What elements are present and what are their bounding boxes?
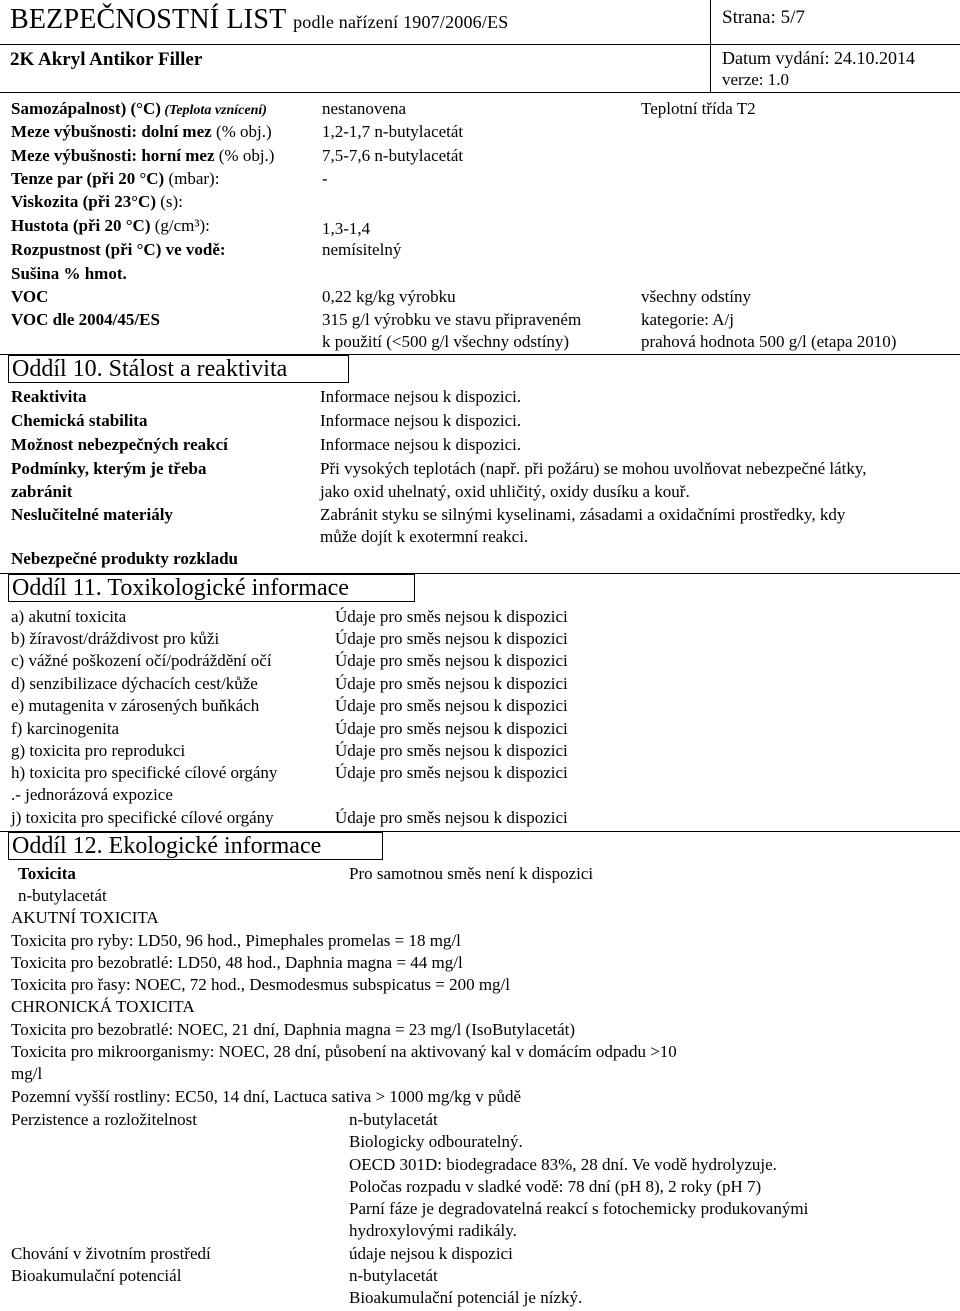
version: verze: 1.0	[722, 70, 790, 89]
eco-line: Toxicita pro ryby: LD50, 96 hod., Pimephales promelas = 18 mg/l	[11, 931, 461, 950]
s11-value: Údaje pro směs nejsou k dispozici	[335, 808, 568, 827]
product-name: 2K Akryl Antikor Filler	[10, 49, 203, 70]
prop-label: Sušina % hmot.	[11, 264, 127, 283]
eco-line: Toxicita pro řasy: NOEC, 72 hod., Desmodesmus subspicatus = 200 mg/l	[11, 975, 510, 994]
toxicity-label: Toxicita	[18, 864, 76, 883]
persistence-label: Perzistence a rozložitelnost	[11, 1110, 197, 1129]
document-title: BEZPEČNOSTNÍ LIST podle nařízení 1907/2006/ES	[10, 4, 509, 35]
s11-value: Údaje pro směs nejsou k dispozici	[335, 629, 568, 648]
s10-value: Informace nejsou k dispozici.	[320, 411, 522, 430]
s11-label: b) žíravost/dráždivost pro kůži	[11, 629, 220, 648]
prop-value: 7,5-7,6 n-butylacetát	[322, 146, 464, 165]
prop-value: 0,22 kg/kg výrobku	[322, 287, 456, 306]
s11-label: e) mutagenita v zárosených buňkách	[11, 696, 260, 715]
prop-label: Rozpustnost (při °C) ve vodě:	[11, 240, 226, 259]
prop-extra: všechny odstíny	[641, 287, 752, 306]
eco-line: Toxicita pro bezobratlé: NOEC, 21 dní, Daphnia magna = 23 mg/l (IsoButylacetát)	[11, 1020, 576, 1039]
s11-value: Údaje pro směs nejsou k dispozici	[335, 763, 568, 782]
prop-value: 1,2-1,7 n-butylacetát	[322, 122, 464, 141]
s10-value: jako oxid uhelnatý, oxid uhličitý, oxidy dusíku a kouř.	[320, 482, 690, 501]
prop-label: Meze výbušnosti: horní mez (% obj.)	[11, 146, 275, 165]
prop-extra: kategorie: A/j	[641, 310, 735, 329]
persistence-line: n-butylacetát	[349, 1110, 438, 1129]
s10-label: Podmínky, kterým je třeba	[11, 459, 207, 478]
prop-label: Tenze par (při 20 °C) (mbar):	[11, 169, 220, 188]
persistence-line: Biologicky odbouratelný.	[349, 1132, 523, 1151]
s11-value: Údaje pro směs nejsou k dispozici	[335, 696, 568, 715]
section-12-title: Oddíl 12. Ekologické informace	[8, 832, 383, 860]
s11-value: Údaje pro směs nejsou k dispozici	[335, 651, 568, 670]
eco-line: Toxicita pro mikroorganismy: NOEC, 28 dní, působení na aktivovaný kal v domácím odpadu >10	[11, 1042, 677, 1061]
s11-label: j) toxicita pro specifické cílové orgány	[11, 808, 274, 827]
prop-label: Viskozita (při 23°C) (s):	[11, 192, 183, 211]
prop-value: 1,3-1,4	[322, 219, 371, 238]
header-bottom-divider	[0, 92, 960, 93]
eco-line: CHRONICKÁ TOXICITA	[11, 997, 195, 1016]
header-vertical-divider	[710, 0, 711, 92]
bioaccumulation-line: Bioakumulační potenciál je nízký.	[349, 1288, 583, 1307]
bioaccumulation-line: n-butylacetát	[349, 1266, 438, 1285]
prop-label: Samozápalnost) (°C) (Teplota vznícení)	[11, 99, 267, 118]
prop-extra: prahová hodnota 500 g/l (etapa 2010)	[641, 332, 897, 351]
s11-label: .- jednorázová expozice	[11, 785, 173, 804]
regulation: podle nařízení 1907/2006/ES	[293, 12, 509, 32]
eco-line: Pozemní vyšší rostliny: EC50, 14 dní, Lactuca sativa > 1000 mg/kg v půdě	[11, 1087, 522, 1106]
issue-date: Datum vydání: 24.10.2014	[722, 48, 915, 68]
s11-value: Údaje pro směs nejsou k dispozici	[335, 719, 568, 738]
prop-value: nestanovena	[322, 99, 407, 118]
page-number: Strana: 5/7	[722, 7, 805, 28]
prop-label: VOC dle 2004/45/ES	[11, 310, 160, 329]
s11-label: h) toxicita pro specifické cílové orgány	[11, 763, 278, 782]
s10-value: Informace nejsou k dispozici.	[320, 435, 522, 454]
s10-label: Chemická stabilita	[11, 411, 148, 430]
prop-label: Hustota (při 20 °C) (g/cm³):	[11, 216, 210, 235]
persistence-line: Poločas rozpadu v sladké vodě: 78 dní (pH 8), 2 roky (pH 7)	[349, 1177, 762, 1196]
header-divider	[0, 44, 960, 45]
prop-label: Meze výbušnosti: dolní mez (% obj.)	[11, 122, 272, 141]
prop-value: nemísitelný	[322, 240, 402, 259]
eco-line: Toxicita pro bezobratlé: LD50, 48 hod., Daphnia magna = 44 mg/l	[11, 953, 463, 972]
eco-line: AKUTNÍ TOXICITA	[11, 908, 159, 927]
behaviour-label: Chování v životním prostředí	[11, 1244, 211, 1263]
s10-label: Neslučitelné materiály	[11, 505, 173, 524]
s10-label: zabránit	[11, 482, 73, 501]
bioaccumulation-label: Bioakumulační potenciál	[11, 1266, 182, 1285]
s10-value: Informace nejsou k dispozici.	[320, 387, 522, 406]
s10-label: Možnost nebezpečných reakcí	[11, 435, 228, 454]
persistence-line: Parní fáze je degradovatelná reakcí s fotochemicky produkovanými	[349, 1199, 809, 1218]
persistence-line: OECD 301D: biodegradace 83%, 28 dní. Ve vodě hydrolyzuje.	[349, 1155, 777, 1174]
s11-label: f) karcinogenita	[11, 719, 120, 738]
s11-value: Údaje pro směs nejsou k dispozici	[335, 741, 568, 760]
prop-extra: Teplotní třída T2	[641, 99, 756, 118]
section-11-title: Oddíl 11. Toxikologické informace	[8, 574, 415, 602]
eco-line: mg/l	[11, 1064, 43, 1083]
s11-label: c) vážné poškození očí/podráždění očí	[11, 651, 272, 670]
s10-value: Při vysokých teplotách (např. při požáru) se mohou uvolňovat nebezpečné látky,	[320, 459, 867, 478]
prop-label: VOC	[11, 287, 49, 306]
s10-value: může dojít k exotermní reakci.	[320, 527, 529, 546]
s11-label: a) akutní toxicita	[11, 607, 127, 626]
prop-value: k použití (<500 g/l všechny odstíny)	[322, 332, 570, 351]
section-10-title: Oddíl 10. Stálost a reaktivita	[8, 355, 349, 383]
s10-label: Reaktivita	[11, 387, 87, 406]
toxicity-value: Pro samotnou směs není k dispozici	[349, 864, 594, 883]
persistence-line: hydroxylovými radikály.	[349, 1221, 517, 1240]
substance-name: n-butylacetát	[18, 886, 107, 905]
prop-value: -	[322, 169, 328, 188]
s10-label: Nebezpečné produkty rozkladu	[11, 549, 239, 568]
s11-label: g) toxicita pro reprodukci	[11, 741, 186, 760]
s11-value: Údaje pro směs nejsou k dispozici	[335, 674, 568, 693]
s11-value: Údaje pro směs nejsou k dispozici	[335, 607, 568, 626]
prop-value: 315 g/l výrobku ve stavu připraveném	[322, 310, 582, 329]
behaviour-value: údaje nejsou k dispozici	[349, 1244, 513, 1263]
s11-label: d) senzibilizace dýchacích cest/kůže	[11, 674, 258, 693]
s10-value: Zabránit styku se silnými kyselinami, zásadami a oxidačními prostředky, kdy	[320, 505, 846, 524]
